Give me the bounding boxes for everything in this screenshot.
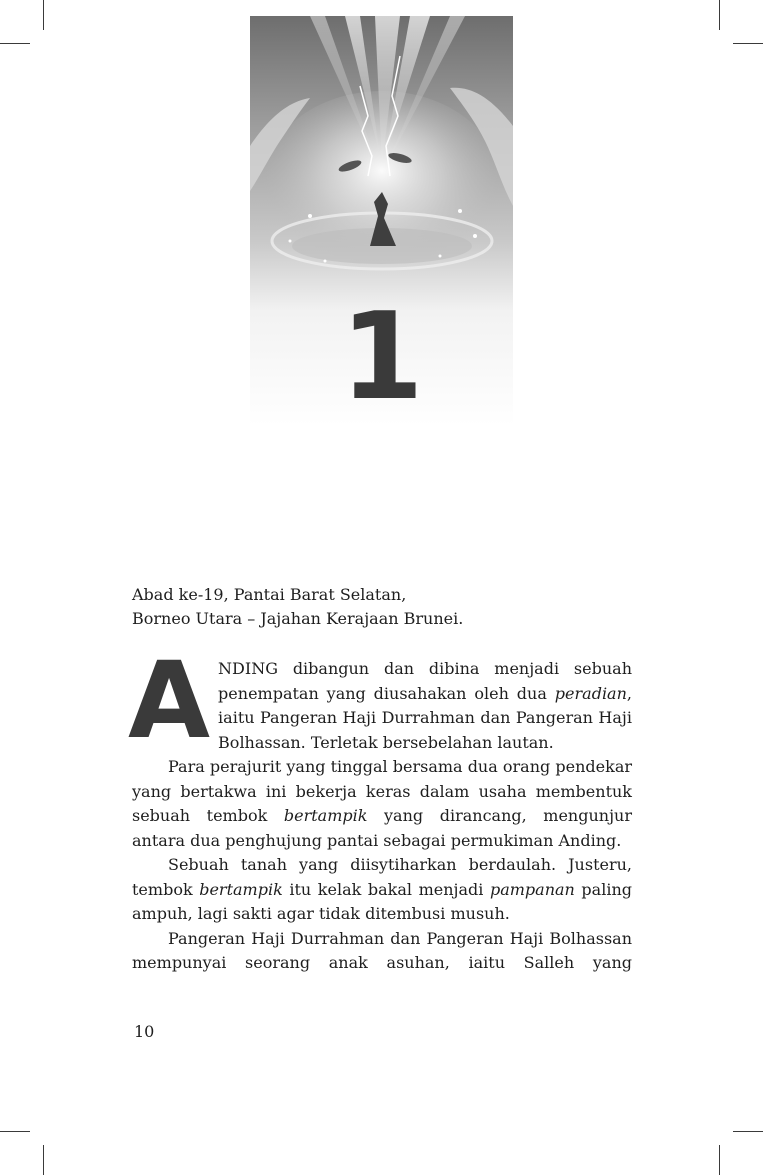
page-number: 10 xyxy=(134,1022,155,1041)
drop-cap: A xyxy=(128,639,211,762)
body-text xyxy=(128,639,632,976)
paragraph-3-b: itu kelak bakal menjadi xyxy=(282,879,490,899)
chapter-number: 1 xyxy=(340,288,424,426)
paragraph-1 xyxy=(128,639,632,762)
paragraph-3-italic-2: pampanan xyxy=(489,879,575,899)
paragraph-3-c: paling ampuh, lagi sakti agar tidak ditembusi musuh. xyxy=(132,879,632,923)
paragraph-3 xyxy=(132,853,632,927)
crop-mark-bottom-right-v xyxy=(719,1145,720,1175)
crop-mark-top-right-v xyxy=(719,0,720,30)
crop-mark-top-left-v xyxy=(43,0,44,30)
paragraph-3-italic-1: bertampik xyxy=(199,879,283,899)
paragraph-4-text: Pangeran Haji Durrahman dan Pangeran Haji Bolhassan mempunyai seorang anak asuhan, iaitu Salleh yang xyxy=(132,928,632,972)
chapter-art xyxy=(250,16,513,426)
crop-mark-bottom-left-h xyxy=(0,1131,30,1132)
chapter-illustration xyxy=(250,16,513,426)
paragraph-1-rest: , iaitu Pangeran Haji Durrahman dan Pangeran Haji Bolhassan. Terletak bersebelahan lautan. xyxy=(218,683,632,752)
location-line-2: Borneo Utara – Jajahan Kerajaan Brunei. xyxy=(132,609,464,628)
paragraph-4 xyxy=(132,927,632,976)
location-line-1: Abad ke-19, Pantai Barat Selatan, xyxy=(132,585,407,604)
location-heading xyxy=(132,583,632,631)
paragraph-2-italic: bertampik xyxy=(283,806,368,825)
crop-mark-top-right-h xyxy=(733,43,763,44)
paragraph-2-b: yang dirancang, mengunjur antara dua penghujung pantai sebagai permukiman Anding. xyxy=(132,806,632,850)
crop-mark-top-left-h xyxy=(0,43,30,44)
paragraph-3-a: Sebuah tanah yang diisytiharkan berdaulah. Justeru, tembok xyxy=(132,855,632,899)
paragraph-1-italic: peradian xyxy=(554,683,627,703)
crop-mark-bottom-left-v xyxy=(43,1145,44,1175)
crop-mark-bottom-right-h xyxy=(733,1131,763,1132)
paragraph-2 xyxy=(132,755,632,853)
paragraph-1-text: NDING dibangun dan dibina menjadi sebuah penempatan yang diusahakan oleh dua xyxy=(218,659,632,703)
paragraph-2-a: Para perajurit yang tinggal bersama dua orang pendekar yang bertakwa ini bekerja keras dalam usaha membentuk sebuah tembok xyxy=(132,757,632,825)
